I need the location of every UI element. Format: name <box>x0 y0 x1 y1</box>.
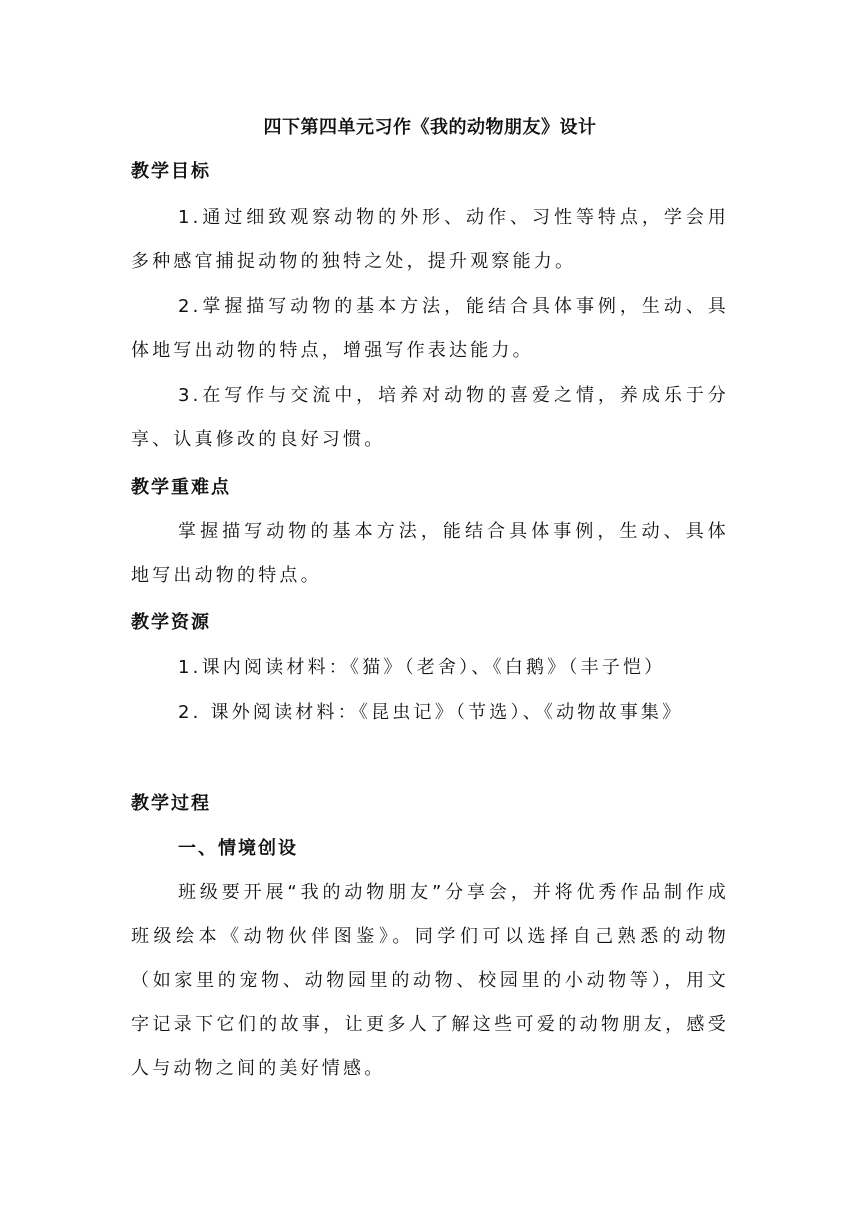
goal-item-3: 3.在写作与交流中，培养对动物的喜爱之情，养成乐于分享、认真修改的良好习惯。 <box>131 385 729 450</box>
section-heading-process: 教学过程 <box>131 793 211 814</box>
section-heading-key-points: 教学重难点 <box>131 477 231 498</box>
goal-item-1: 1.通过细致观察动物的外形、动作、习性等特点，学会用多种感官捕捉动物的独特之处，提升观察能力。 <box>131 207 729 272</box>
process-step-1-text: 班级要开展“我的动物朋友”分享会，并将优秀作品制作成班级绘本《动物伙伴图鉴》。同学们可以选择自己熟悉的动物（如家里的宠物、动物园里的动物、校园里的小动物等），用文字记录下它们的故事，让更多人了解这些可爱的动物朋友，感受人与动物之间的美好情感。 <box>131 882 729 1079</box>
process-step-1-heading: 一、情境创设 <box>178 838 298 859</box>
resource-item-2: 2. 课外阅读材料：《昆虫记》（节选）、《动物故事集》 <box>178 702 684 723</box>
goal-item-2: 2.掌握描写动物的基本方法，能结合具体事例，生动、具体地写出动物的特点，增强写作表达能力。 <box>131 296 729 361</box>
resource-item-1: 1.课内阅读材料：《猫》（老舍）、《白鹅》（丰子恺） <box>178 657 666 678</box>
section-heading-goals: 教学目标 <box>131 161 211 182</box>
document-title: 四下第四单元习作《我的动物朋友》设计 <box>263 117 597 138</box>
key-points-text: 掌握描写动物的基本方法，能结合具体事例，生动、具体地写出动物的特点。 <box>131 521 729 586</box>
section-heading-resources: 教学资源 <box>131 612 211 633</box>
